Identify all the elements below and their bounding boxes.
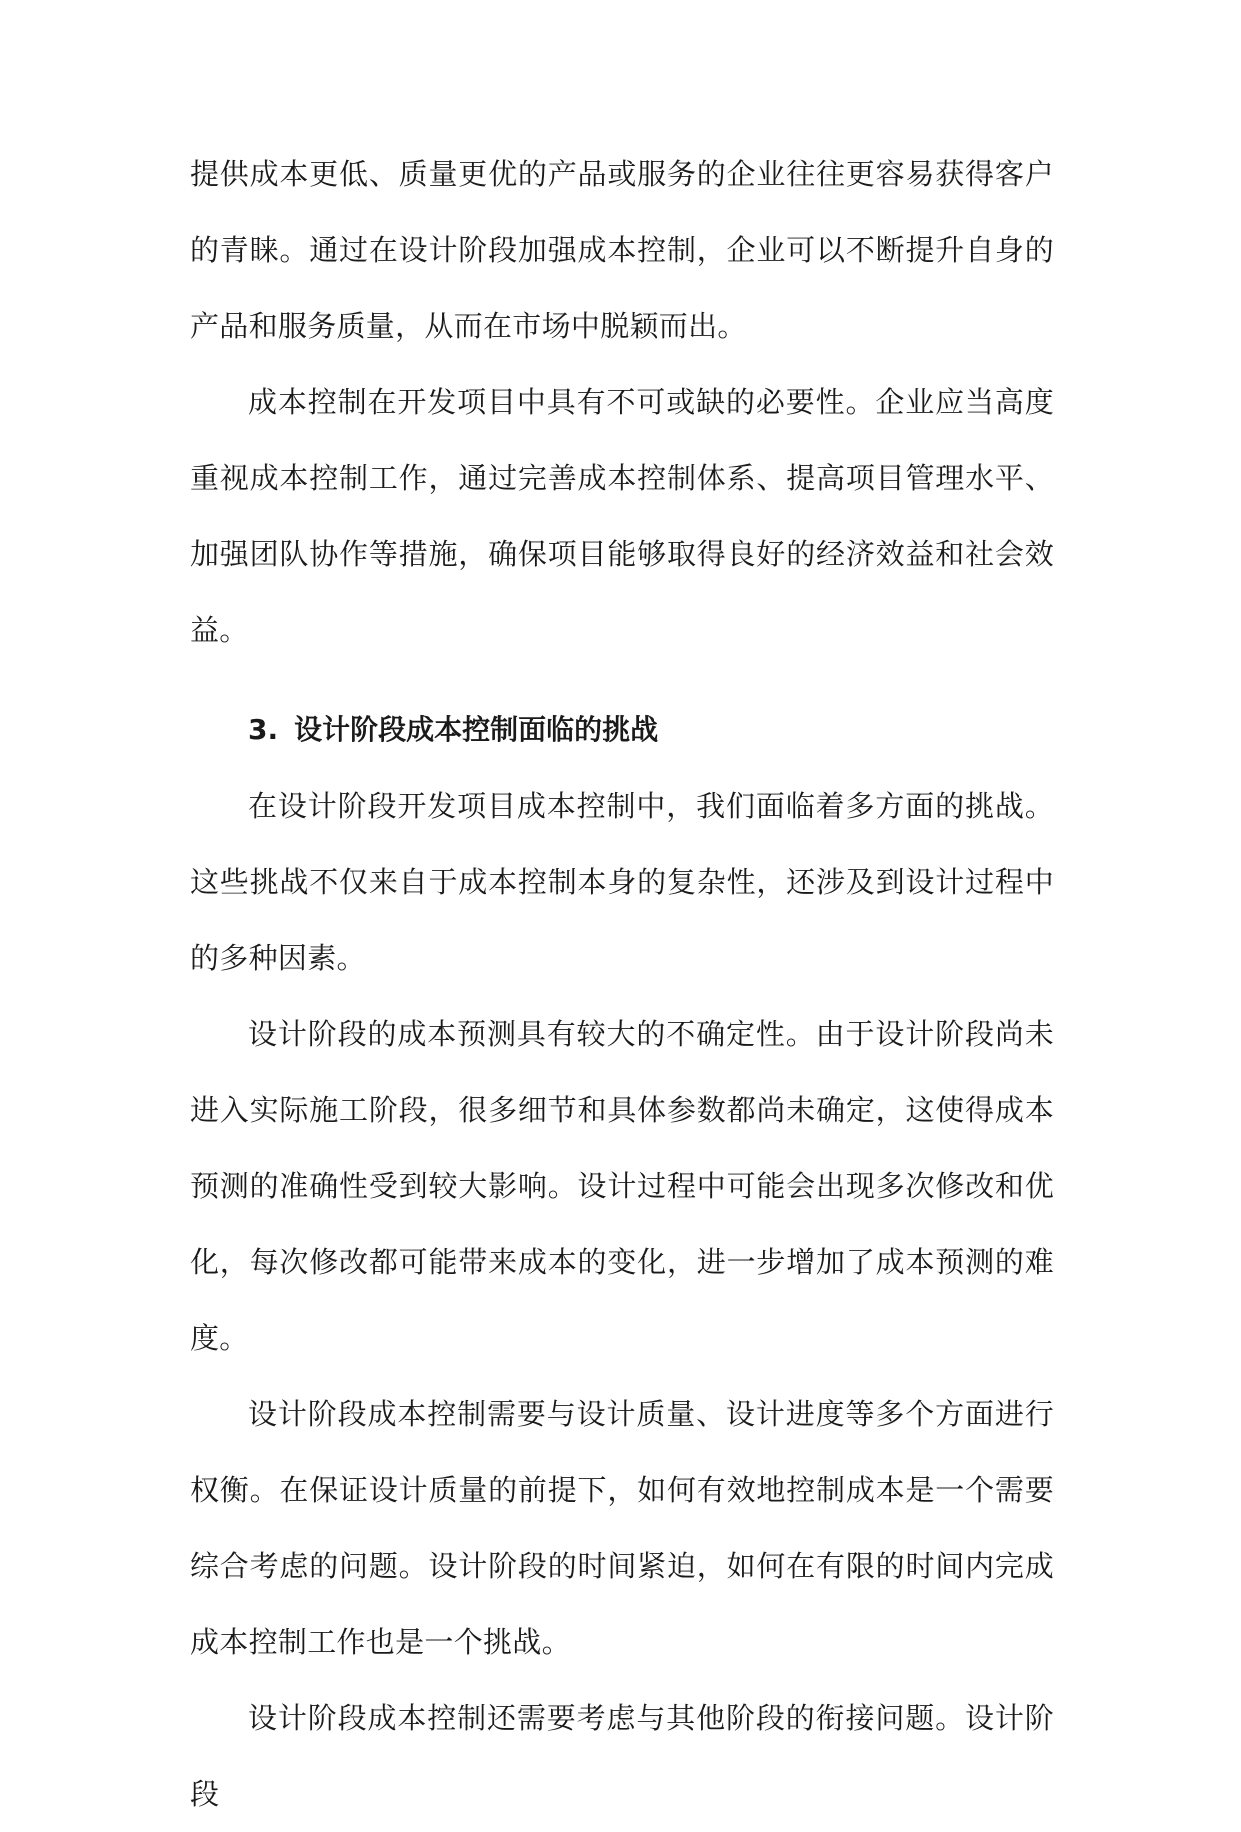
- section-spacer: [190, 668, 1054, 692]
- paragraph-continuation: 提供成本更低、质量更优的产品或服务的企业往往更容易获得客户的青睐。通过在设计阶段加强成本控制，企业可以不断提升自身的产品和服务质量，从而在市场中脱颖而出。: [190, 157, 1054, 343]
- paragraph-uncertainty: 设计阶段的成本预测具有较大的不确定性。由于设计阶段尚未进入实际施工阶段，很多细节和具体参数都尚未确定，这使得成本预测的准确性受到较大影响。设计过程中可能会出现多次修改和优化，每次修改都可能带来成本的变化，进一步增加了成本预测的难度。: [190, 1017, 1054, 1355]
- paragraph-coordination: 设计阶段成本控制还需要考虑与其他阶段的衔接问题。设计阶段: [190, 1701, 1054, 1811]
- section-number: 3.: [248, 713, 279, 746]
- paragraph-necessity: 成本控制在开发项目中具有不可或缺的必要性。企业应当高度重视成本控制工作，通过完善成本控制体系、提高项目管理水平、加强团队协作等措施，确保项目能够取得良好的经济效益和社会效益。: [190, 385, 1054, 647]
- paragraph-tradeoff: 设计阶段成本控制需要与设计质量、设计进度等多个方面进行权衡。在保证设计质量的前提下，如何有效地控制成本是一个需要综合考虑的问题。设计阶段的时间紧迫，如何在有限的时间内完成成本控制工作也是一个挑战。: [190, 1397, 1054, 1659]
- section-heading: [190, 692, 1054, 768]
- document-page: [190, 136, 1054, 1832]
- section-title: 设计阶段成本控制面临的挑战: [294, 713, 659, 746]
- paragraph-challenges-intro: 在设计阶段开发项目成本控制中，我们面临着多方面的挑战。这些挑战不仅来自于成本控制本身的复杂性，还涉及到设计过程中的多种因素。: [190, 789, 1054, 975]
